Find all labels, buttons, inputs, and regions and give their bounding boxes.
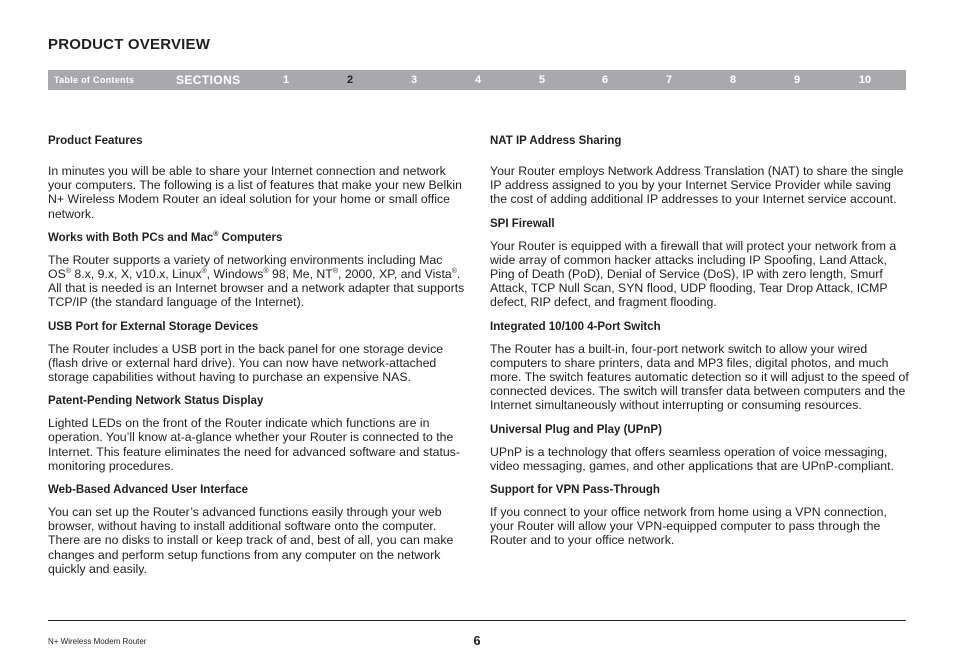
- nat-heading: NAT IP Address Sharing: [490, 135, 622, 147]
- section-link-3[interactable]: 3: [410, 74, 418, 86]
- vpn-heading: Support for VPN Pass-Through: [490, 484, 660, 497]
- product-features-text: In minutes you will be able to share your Internet connection and network your computers. The following is a list of features that make your new Belkin N+ Wireless Modem Router an ideal solution for your home or small office network.: [48, 164, 462, 221]
- section-link-1[interactable]: 1: [282, 74, 290, 86]
- status-display-text: Lighted LEDs on the front of the Router indicate which functions are in operation. You’ll know at-a-glance whether your Router is connected to the Internet. This feature eliminates the need for advanced software and status-monitoring procedures.: [48, 416, 460, 473]
- spi-firewall-text: Your Router is equipped with a firewall that will protect your network from a wide array of common hacker attacks including IP Spoofing, Land Attack, Ping of Death (PoD), Denial of Service (DoS), IP with zero length, Smurf Attack, TCP Null Scan, SYN flood, UDP flooding, Tear Drop Attack, ICMP defect, RIP defect, and fragment flooding.: [490, 238, 897, 310]
- upnp-heading: Universal Plug and Play (UPnP): [490, 423, 662, 436]
- switch-heading: Integrated 10/100 4-Port Switch: [490, 320, 661, 333]
- product-features-heading: Product Features: [48, 135, 143, 147]
- right-column: [490, 134, 910, 548]
- section-link-7[interactable]: 7: [665, 74, 673, 86]
- section-link-2-active[interactable]: 2: [346, 74, 354, 86]
- left-column: [48, 134, 468, 576]
- section-link-5[interactable]: 5: [538, 74, 546, 86]
- section-nav-bar: [48, 70, 906, 90]
- web-interface-text: You can set up the Router’s advanced functions easily through your web browser, without having to install additional software onto the computer. There are no disks to install or keep track of and, best of all, you can make changes and perform setup functions from any computer on the network quickly and easily.: [48, 505, 454, 576]
- sections-label: SECTIONS: [176, 73, 241, 87]
- pcs-mac-heading: Works with Both PCs and Mac® Computers: [48, 230, 283, 244]
- section-link-10[interactable]: 10: [858, 74, 872, 86]
- web-interface-heading: Web-Based Advanced User Interface: [48, 484, 249, 497]
- usb-port-text: The Router includes a USB port in the back panel for one storage device (flash drive or external hard drive). You can now have network-attached storage capabilities without having to purchase an expensive NAS.: [48, 341, 444, 385]
- footer-divider: [48, 620, 906, 621]
- usb-port-heading: USB Port for External Storage Devices: [48, 320, 259, 333]
- status-display-heading: Patent-Pending Network Status Display: [48, 395, 264, 408]
- table-of-contents-link[interactable]: Table of Contents: [54, 75, 135, 85]
- page-title: PRODUCT OVERVIEW: [48, 36, 211, 53]
- page-number: 6: [473, 633, 481, 648]
- pcs-mac-text: The Router supports a variety of networking environments including Mac OS® 8.x, 9.x, X, v10.x, Linux®, Windows® 98, Me, NT®, 2000, XP, and Vista®. All that is needed is an Internet browser and a network adapter that supports TCP/IP (the standard language of the Internet).: [48, 252, 465, 310]
- section-link-6[interactable]: 6: [601, 74, 609, 86]
- section-link-4[interactable]: 4: [474, 74, 482, 86]
- upnp-text: UPnP is a technology that offers seamless operation of voice messaging, video messaging, games, and other applications that are UPnP-compliant.: [490, 444, 894, 473]
- section-link-9[interactable]: 9: [793, 74, 801, 86]
- vpn-text: If you connect to your office network from home using a VPN connection, your Router will allow your VPN-equipped computer to pass through the Router and to your office network.: [490, 505, 887, 548]
- section-link-8[interactable]: 8: [729, 74, 737, 86]
- spi-firewall-heading: SPI Firewall: [490, 217, 555, 230]
- nat-text: Your Router employs Network Address Translation (NAT) to share the single IP address assigned to you by your Internet Service Provider while saving the cost of adding additional IP addresses to your Internet service account.: [490, 164, 904, 207]
- footer-product-name: N+ Wireless Modem Router: [48, 637, 147, 646]
- switch-text: The Router has a built-in, four-port network switch to allow your wired computers to share printers, data and MP3 files, digital photos, and much more. The switch features automatic detection so it will adjust to the speed of connected devices. The switch will transfer data between computers and the Internet simultaneously without interrupting or consuming resources.: [490, 341, 909, 413]
